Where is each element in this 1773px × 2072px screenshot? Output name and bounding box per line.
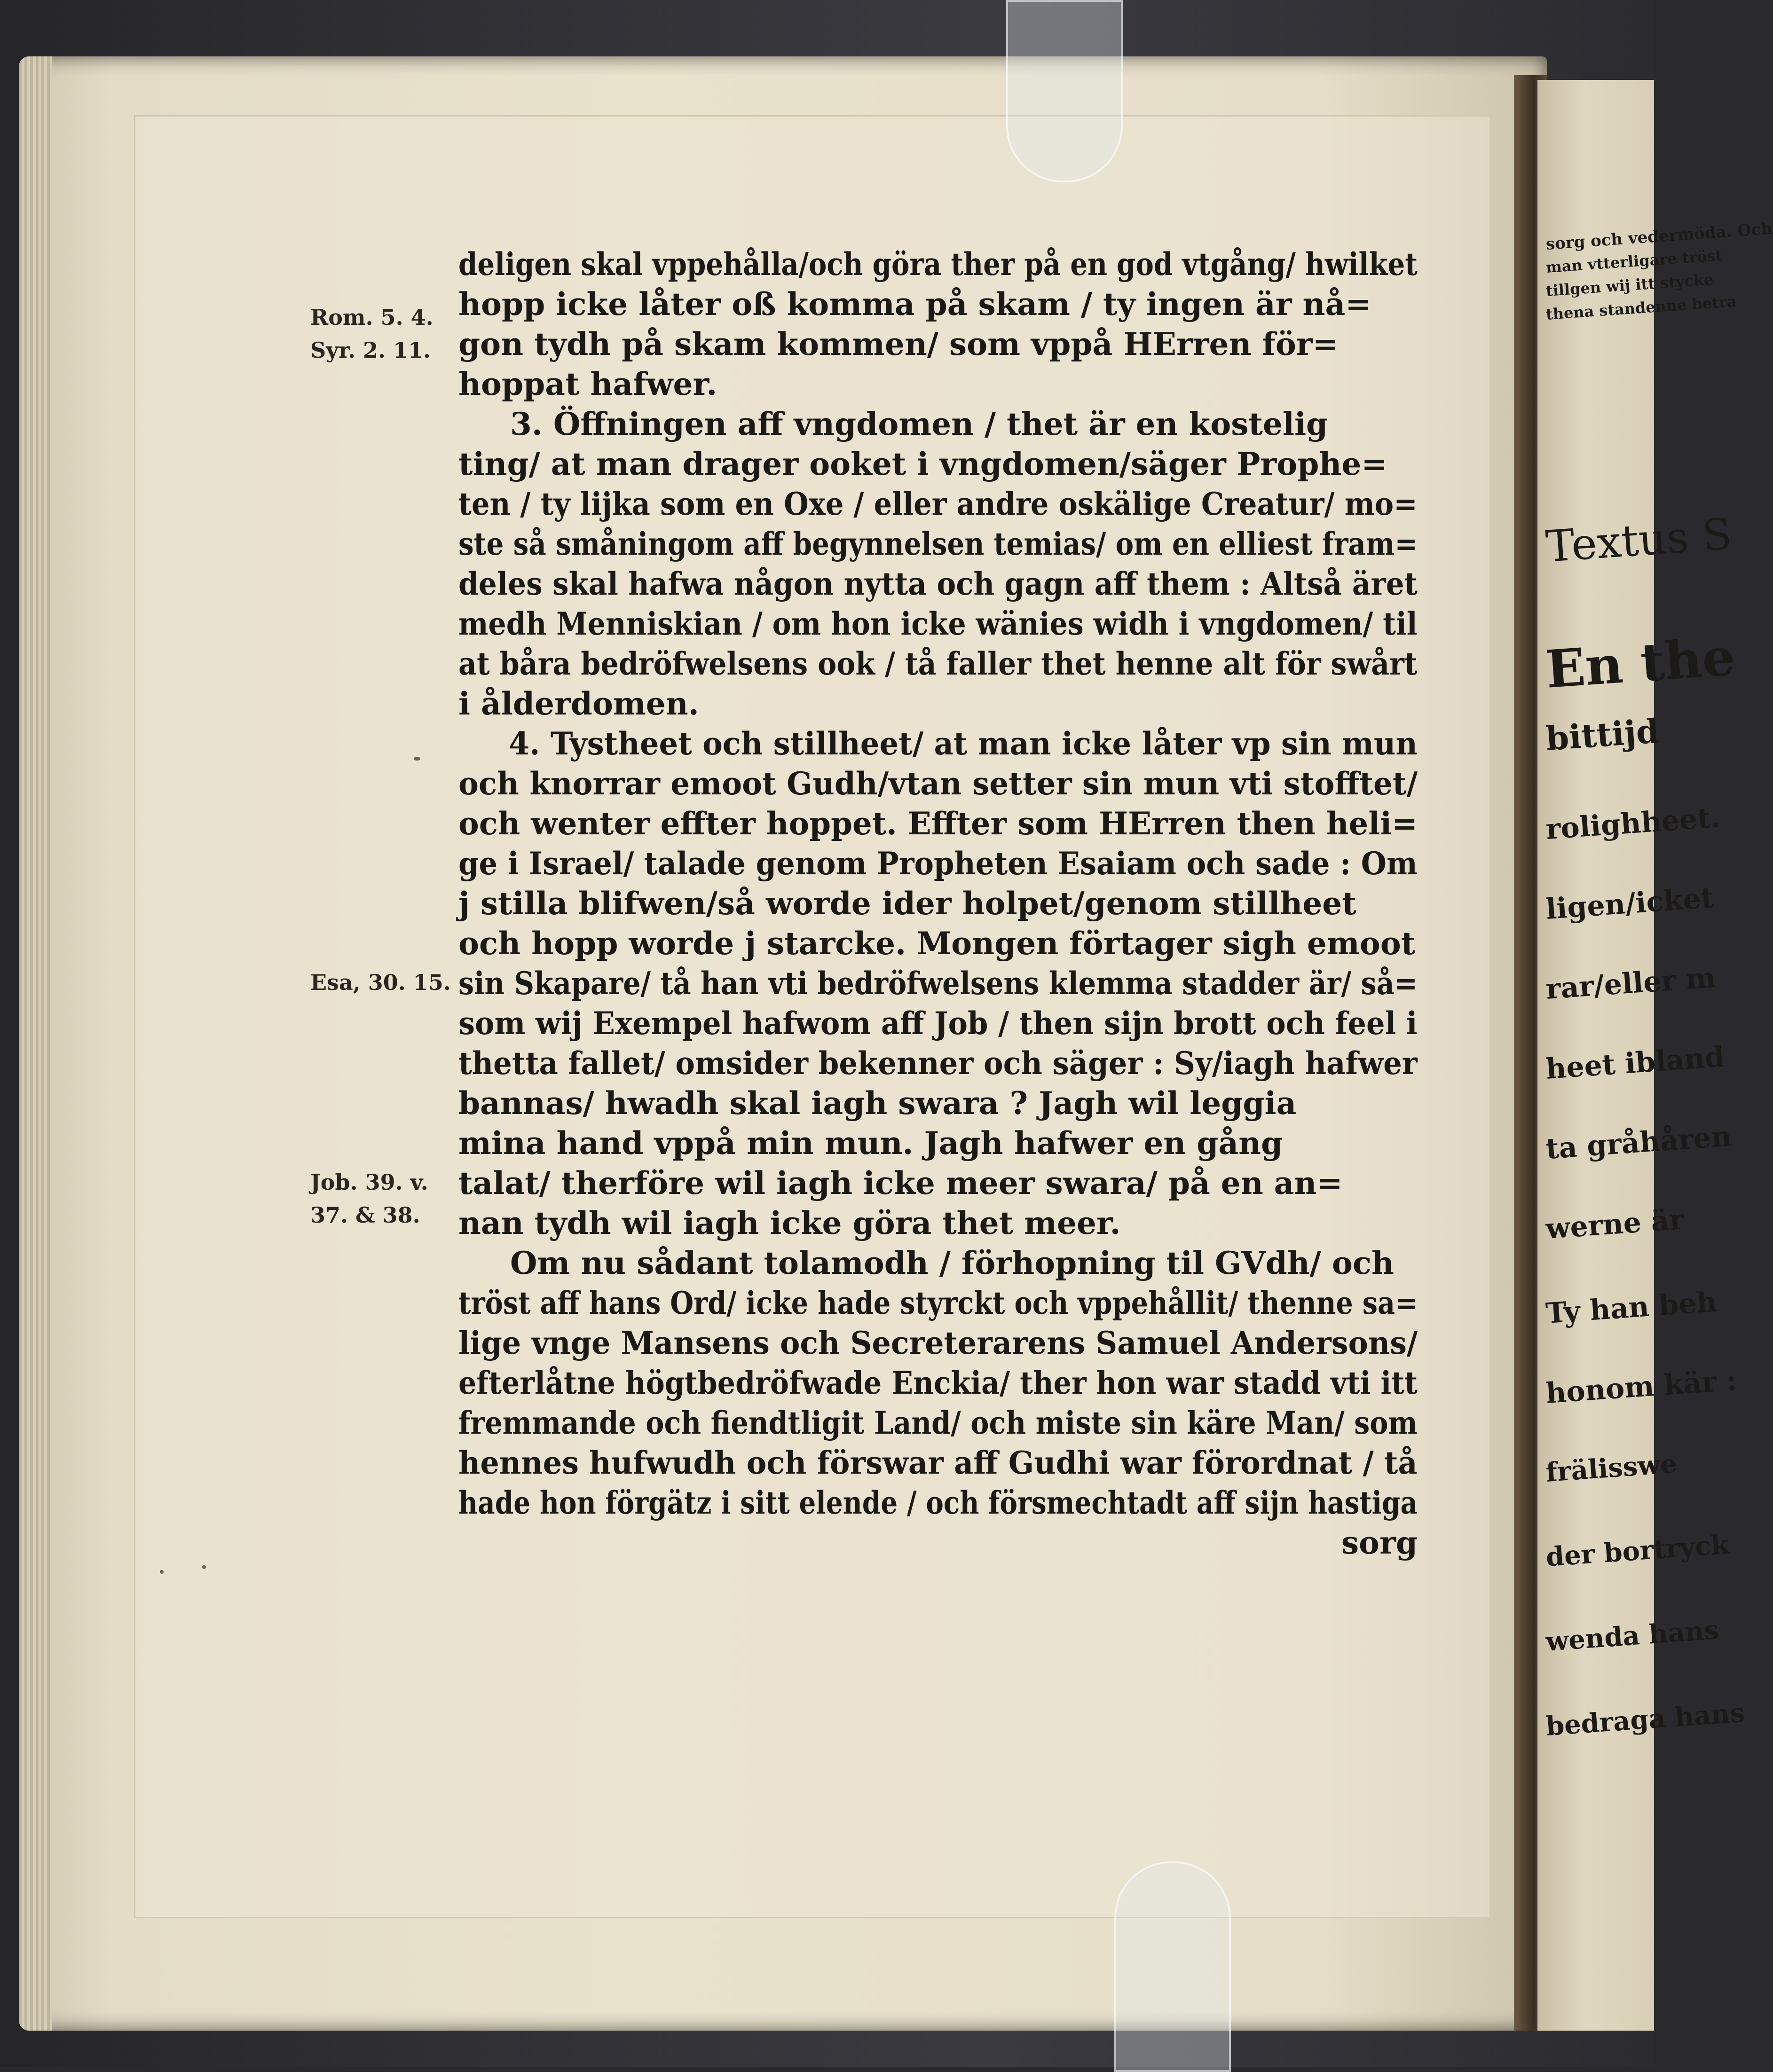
margin-note-line: 37. & 38. — [310, 1202, 420, 1228]
ink-speck — [160, 1570, 164, 1574]
text-line: sorg — [1341, 1524, 1418, 1561]
text-line: och wenter effter hoppet. Effter som HErren then heli= — [458, 805, 1418, 842]
margin-note-line: Esa, 30. 15. — [310, 970, 451, 995]
facing-line: sorg och vedermöda. Och — [1545, 219, 1773, 254]
ink-speck — [202, 1565, 206, 1569]
text-line: hoppat hafwer. — [458, 366, 717, 402]
text-line: sin Skapare/ tå han vti bedröfwelsens klemma stadder är/ så= — [458, 965, 1418, 1002]
ink-speck — [414, 757, 420, 761]
text-line: bannas/ hwadh skal iagh swara ? Jagh wil leggia — [458, 1085, 1297, 1122]
facing-line: bittijd — [1544, 711, 1661, 758]
text-line: 4. Tystheet och stillheet/ at man icke låter vp sin mun — [508, 725, 1418, 762]
facing-line: werne är — [1544, 1203, 1686, 1246]
margin-note-rom — [310, 301, 461, 367]
facing-line: rar/eller m — [1544, 961, 1717, 1006]
text-line: och hopp worde j starcke. Mongen förtager sigh emoot — [458, 925, 1416, 962]
text-line: hade hon förgätz i sitt elende / och försmechtadt aff sijn hastiga — [458, 1484, 1418, 1521]
text-line: ge i Israel/ talade genom Propheten Esaiam och sade : Om — [458, 845, 1418, 882]
facing-line: der bortryck — [1544, 1529, 1730, 1573]
text-line: talat/ therföre wil iagh icke meer swara/ på en an= — [458, 1165, 1343, 1201]
text-line: hennes hufwudh och förswar aff Gudhi war förordnat / tå — [458, 1444, 1418, 1481]
text-line: thetta fallet/ omsider bekenner och säger : Sy/iagh hafwer — [458, 1045, 1418, 1082]
facing-line: En the — [1544, 626, 1737, 700]
facing-line: Ty han beh — [1544, 1285, 1718, 1330]
text-line: Om nu sådant tolamodh / förhopning til GVdh/ och — [510, 1245, 1395, 1281]
text-line: j stilla blifwen/så worde ider holpet/genom stillheet — [458, 885, 1356, 922]
facing-heading: Textus S — [1544, 509, 1734, 572]
margin-note-line: Rom. 5. 4. — [310, 305, 433, 330]
text-line: medh Menniskian / om hon icke wänies widh i vngdomen/ til — [458, 605, 1418, 642]
facing-line: honom kär : — [1544, 1364, 1738, 1410]
facing-line: tillgen wij itt stycke — [1545, 270, 1714, 300]
main-text-column — [458, 244, 1418, 1563]
text-line: deligen skal vppehålla/och göra ther på en god vtgång/ hwilket — [458, 246, 1418, 283]
facing-line: bedraga hans — [1544, 1697, 1746, 1742]
text-line: efterlåtne högtbedröfwade Enckia/ ther hon war stadd vti itt — [458, 1365, 1418, 1401]
text-line: fremmande och fiendtligit Land/ och miste sin käre Man/ som — [458, 1405, 1418, 1441]
text-line: i ålderdomen. — [458, 685, 699, 722]
text-line: hopp icke låter oß komma på skam / ty ingen är nå= — [458, 286, 1371, 322]
margin-note-line: Job. 39. v. — [310, 1169, 428, 1195]
text-line: och knorrar emoot Gudh/vtan setter sin mun vti stofftet/ — [458, 765, 1418, 802]
text-line: tröst aff hans Ord/ icke hade styrckt och vppehållit/ thenne sa= — [458, 1285, 1418, 1321]
text-line: mina hand vppå min mun. Jagh hafwer en gång — [458, 1125, 1283, 1162]
margin-note-line: Syr. 2. 11. — [310, 337, 431, 363]
facing-line: wenda hans — [1544, 1614, 1720, 1657]
facing-line: ligen/icket — [1544, 881, 1715, 926]
page-edge — [19, 56, 52, 2031]
facing-line: rolighheet. — [1544, 801, 1721, 846]
text-line: deles skal hafwa någon nytta och gagn aff them : Altså äret — [458, 565, 1418, 602]
text-line: ten / ty lijka som en Oxe / eller andre oskälige Creatur/ mo= — [458, 486, 1418, 522]
facing-line: thena standenne betra — [1545, 292, 1737, 323]
facing-line: man vtterligare tröst — [1545, 246, 1723, 276]
text-line: ste så småningom aff begynnelsen temias/ om en elliest fram= — [458, 526, 1418, 562]
text-line: som wij Exempel hafwom aff Job / then sijn brott och feel i — [458, 1005, 1418, 1042]
facing-line: ta gråhåren — [1544, 1120, 1733, 1166]
text-line: gon tydh på skam kommen/ som vppå HErren för= — [458, 326, 1339, 362]
page-clip-bottom — [1114, 1861, 1231, 2072]
facing-line: frälisswe — [1544, 1448, 1678, 1488]
margin-note-job — [310, 1166, 461, 1232]
text-line: lige vnge Mansens och Secreterarens Samuel Andersons/ — [458, 1325, 1418, 1361]
page-clip-top — [1006, 0, 1123, 182]
text-line: ting/ at man drager ooket i vngdomen/säger Prophe= — [458, 446, 1387, 482]
text-line: at båra bedröfwelsens ook / tå faller thet henne alt för swårt — [458, 645, 1418, 682]
text-line: 3. Öffningen aff vngdomen / thet är en kostelig — [510, 406, 1328, 442]
facing-line: heet ibland — [1544, 1040, 1726, 1086]
facing-page — [1537, 80, 1773, 2031]
text-line: nan tydh wil iagh icke göra thet meer. — [458, 1205, 1121, 1241]
margin-note-esa — [310, 966, 461, 999]
